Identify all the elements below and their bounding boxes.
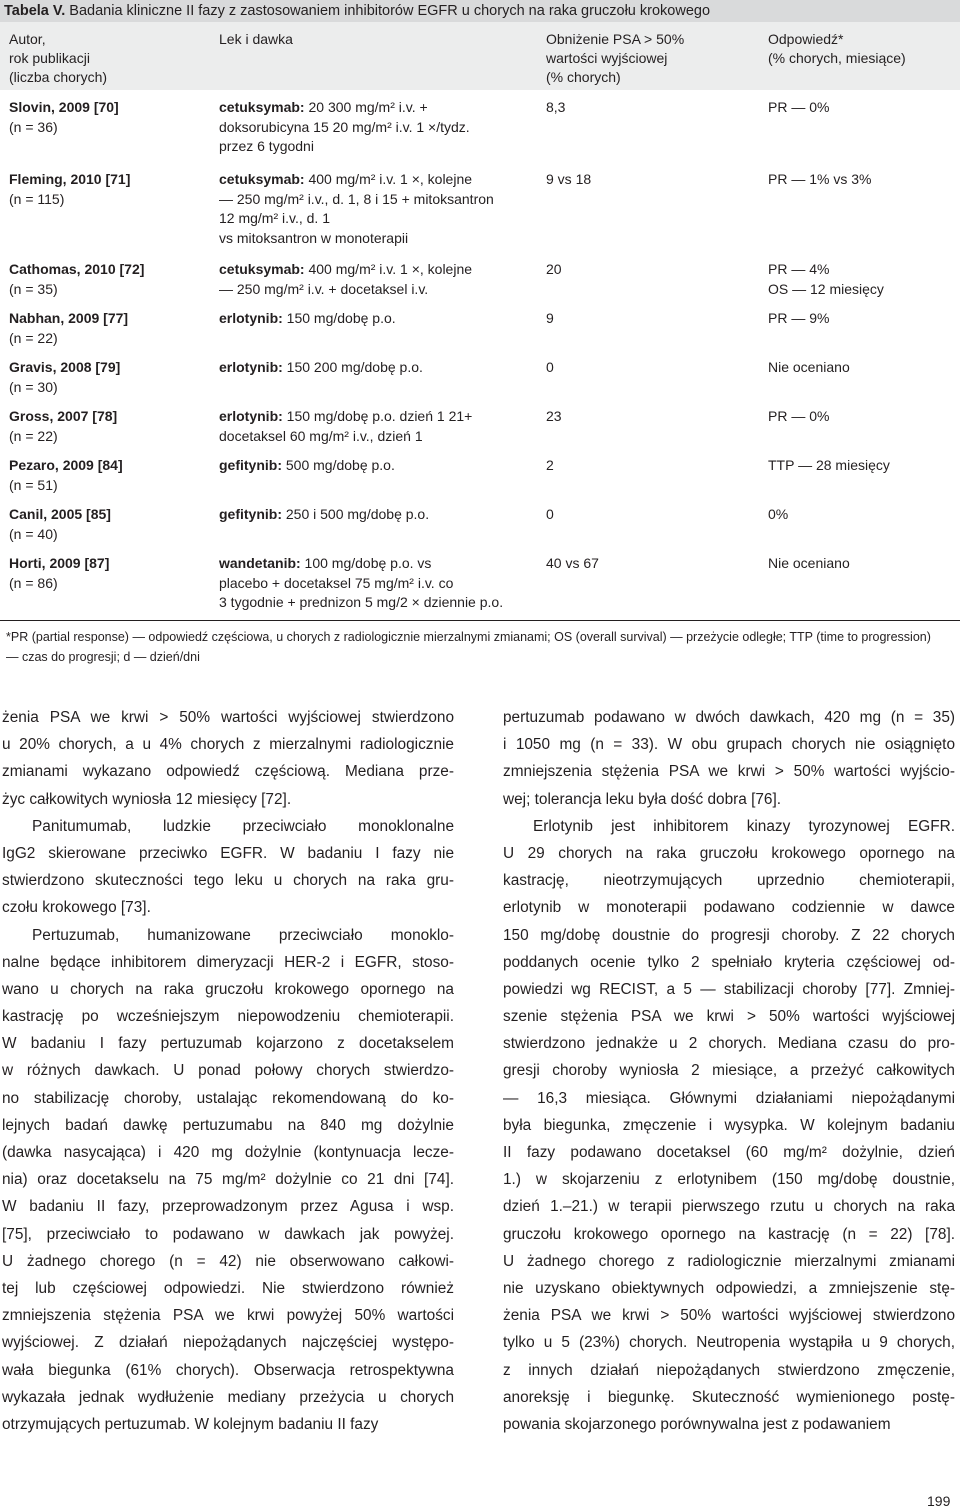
body-text-line: pertuzumab podawano w dwóch dawkach, 420 mg (n = 35) [503, 709, 955, 726]
cell-response-line: PR — 4% [768, 261, 830, 277]
body-text-line: żenia PSA we krwi > 50% wartości wyjściowej stwierdzono [503, 1307, 955, 1325]
cell-author-line: Cathomas, 2010 [72] [9, 261, 145, 277]
cell-response-line: PR — 9% [768, 310, 830, 326]
cell-drug-line: — 250 mg/m² i.v. + docetaksel i.v. [219, 280, 429, 297]
cell-psa-line: 0 [546, 359, 554, 375]
cell-drug-line: erlotynib: 150 200 mg/dobę p.o. [219, 359, 423, 375]
body-text-line: (dawka nasycająca) i 420 mg dożylnie (kontynuacja lecze- [2, 1144, 454, 1161]
cell-drug [219, 260, 472, 299]
body-column-left [2, 704, 454, 1438]
body-text-line: żenia PSA we krwi > 50% wartości wyjściowej stwierdzono [2, 709, 454, 726]
cell-psa [546, 407, 562, 427]
body-text-line: powiedzi wg RECIST, a 5 — stabilizacji choroby [77]. Zmniej- [503, 980, 955, 998]
cell-author-line: (n = 22) [9, 427, 58, 444]
cell-psa-line: 0 [546, 506, 554, 522]
cell-drug-line: 12 mg/m² i.v., d. 1 [219, 210, 330, 227]
body-text-line: powania skojarzonego porównywalna jest z podawaniem [503, 1415, 891, 1433]
cell-response [768, 407, 829, 427]
cell-author-line: (n = 51) [9, 476, 58, 493]
cell-response-line: Nie oceniano [768, 359, 850, 375]
footnote-line: *PR (partial response) — odpowiedź częściowa, u chorych z radiologicznie mierzalnymi zmianami; OS (overall survival) — przeżycie odległe; TTP (time to progression) [6, 630, 931, 644]
cell-psa [546, 456, 554, 476]
cell-psa-line: 2 [546, 457, 554, 473]
body-text-line: z innych działań niepożądanych stwierdzono zmęczenie, [503, 1361, 955, 1379]
cell-drug [219, 98, 470, 157]
table-label: Tabela V. [4, 3, 66, 19]
body-text-line: W badaniu I fazy pertuzumab kojarzono z docetakselem [2, 1035, 454, 1053]
cell-drug-line: cetuksymab: 400 mg/m² i.v. 1 ×, kolejne [219, 171, 473, 187]
cell-drug [219, 170, 494, 248]
header-psa-line: (% chorych) [546, 69, 621, 85]
cell-author-line: (n = 36) [9, 118, 58, 135]
cell-drug-line: 3 tygodnie + prednizon 5 mg/2 × dziennie p.o. [219, 594, 504, 611]
cell-author-line: (n = 35) [9, 280, 58, 297]
header-author-line: (liczba chorych) [9, 69, 108, 85]
header-response-line: Odpowiedź* [768, 31, 844, 47]
cell-drug [219, 505, 429, 525]
cell-response [768, 505, 788, 525]
cell-drug-line: doksorubicyna 15 20 mg/m² i.v. 1 ×/tydz. [219, 118, 470, 135]
cell-author [9, 505, 111, 544]
table-bottom-rule [0, 620, 960, 621]
cell-psa [546, 98, 565, 118]
body-text-line: u 20% chorych, a u 4% chorych z mierzalnymi radiologicznie [2, 736, 454, 754]
body-text-line: była biegunka, zmęczenie i wysypka. W kolejnym badaniu [503, 1116, 955, 1134]
cell-response [768, 170, 871, 190]
cell-author-line: (n = 115) [9, 190, 65, 207]
body-text-line: [75], przeciwciało to podawano w dawkach jak powyżej. [2, 1225, 454, 1243]
cell-response [768, 98, 829, 118]
footnote-line: — czas do progresji; d — dzień/dni [6, 649, 200, 664]
body-text-line: życ całkowitych wyniosła 12 miesięcy [72]. [2, 790, 292, 808]
page-number: 199 [927, 1493, 951, 1509]
body-text-line: anoreksję i biegunkę. Skuteczność wymienionego postę- [503, 1388, 955, 1406]
cell-response [768, 554, 850, 574]
body-text-line: otrzymujących pertuzumab. W kolejnym badaniu II fazy [2, 1415, 379, 1433]
cell-response-line: PR — 0% [768, 99, 830, 115]
cell-author [9, 170, 130, 209]
cell-psa-line: 9 [546, 310, 554, 326]
cell-author [9, 98, 119, 137]
body-text-line: gruczołu krokowego opornego na kastrację (n = 22) [78]. [503, 1225, 955, 1243]
body-text-line: 150 mg/dobę doustnie do progresji choroby. Z 22 chorych [503, 926, 955, 944]
body-text-line: dzień 1.–21.) w terapii pierwszego rzutu u chorych na raka [503, 1198, 955, 1216]
table-body [0, 90, 960, 625]
body-text-line: wała biegunka (61% chorych). Obserwacja retrospektywna [2, 1361, 454, 1379]
body-text-line: i 1050 mg (n = 33). W obu grupach chorych nie osiągnięto [503, 736, 955, 754]
cell-drug-line: cetuksymab: 20 300 mg/m² i.v. + [219, 99, 428, 115]
body-text-line: nia) oraz docetakselu na 75 mg/m² dożylnie co 21 dni [74]. [2, 1171, 454, 1189]
body-column-right [503, 704, 955, 1438]
body-text-line: zmniejszenia stężenia PSA we krwi > 50% wartości wyjścio- [503, 763, 955, 781]
cell-author [9, 260, 144, 299]
body-text-line: Panitumumab, ludzkie przeciwciało monoklonalne [32, 817, 454, 835]
cell-psa [546, 170, 591, 190]
cell-response [768, 309, 829, 329]
cell-response [768, 260, 884, 299]
cell-psa-line: 23 [546, 408, 562, 424]
cell-drug-line: — 250 mg/m² i.v., d. 1, 8 i 15 + mitoksantron [219, 190, 494, 207]
cell-author-line: (n = 30) [9, 378, 58, 395]
cell-response-line: PR — 0% [768, 408, 830, 424]
body-text-line: nalne będące inhibitorem dimeryzacji HER-2 i EGFR, stoso- [2, 953, 454, 971]
cell-author [9, 309, 128, 348]
body-text-line: w różnych dawkach. U ponad połowy chorych stwierdzo- [2, 1062, 454, 1080]
cell-psa-line: 40 vs 67 [546, 555, 599, 571]
header-psa-line: wartości wyjściowej [546, 50, 668, 66]
cell-drug-line: wandetanib: 100 mg/dobę p.o. vs [219, 555, 432, 571]
header-response [768, 30, 906, 68]
cell-author-line: Gross, 2007 [78] [9, 408, 118, 424]
body-text-line: kastrację, nieotrzymujących uprzednio chemioterapii, [503, 872, 955, 890]
cell-author [9, 407, 117, 446]
body-text-line: zmniejszenia stężenia PSA we krwi powyżej 50% wartości [2, 1307, 454, 1325]
body-text-line: erlotynib w monoterapii podawano codziennie w dawce [503, 899, 955, 917]
cell-author-line: Slovin, 2009 [70] [9, 99, 119, 115]
cell-response-line: TTP — 28 miesięcy [768, 457, 890, 473]
body-text-line: poddanych ocenie tylko 2 spełniało kryteria częściowej od- [503, 953, 955, 971]
cell-response [768, 456, 890, 476]
body-text-line: 1.) w skojarzeniu z erlotynibem (150 mg/dobę doustnie, [503, 1171, 955, 1189]
body-text-line: czołu krokowego [73]. [2, 899, 151, 917]
cell-drug [219, 358, 423, 378]
cell-response-line: Nie oceniano [768, 555, 850, 571]
body-text-line: IgG2 skierowane przeciwko EGFR. W badaniu I fazy nie [2, 844, 454, 862]
cell-psa [546, 505, 554, 525]
table-caption [0, 0, 960, 22]
cell-response-line: 0% [768, 506, 789, 522]
cell-author [9, 456, 123, 495]
cell-drug-line: gefitynib: 500 mg/dobę p.o. [219, 457, 395, 473]
body-text-line: kastrację po wcześniejszym niepowodzeniu chemioterapii. [2, 1008, 454, 1026]
cell-psa-line: 20 [546, 261, 562, 277]
header-response-line: (% chorych, miesiące) [768, 50, 906, 66]
table-header [0, 22, 960, 90]
cell-drug-line: gefitynib: 250 i 500 mg/dobę p.o. [219, 506, 430, 522]
body-text-line: U żadnego chorego z radiologicznie mierzalnymi zmianami [503, 1252, 955, 1270]
body-text-line: Erlotynib jest inhibitorem kinazy tyrozynowej EGFR. [533, 817, 955, 835]
cell-author-line: Gravis, 2008 [79] [9, 359, 121, 375]
cell-response [768, 358, 850, 378]
body-text-line: gresji choroby wyniosła 2 miesiące, a przeżyć całkowitych [503, 1062, 955, 1080]
cell-psa [546, 260, 562, 280]
cell-author-line: Canil, 2005 [85] [9, 506, 111, 522]
cell-psa [546, 554, 599, 574]
body-text-line: no stabilizację choroby, ustalając rekomendowaną do ko- [2, 1089, 454, 1107]
cell-author [9, 358, 120, 397]
cell-author-line: (n = 22) [9, 329, 58, 346]
cell-psa-line: 8,3 [546, 99, 566, 115]
body-text-line: II fazy podawano docetaksel (60 mg/m² dożylnie, dzień [503, 1144, 955, 1161]
cell-drug [219, 309, 396, 329]
body-text-line: wano u chorych na raka gruczołu krokowego opornego na [2, 980, 454, 998]
cell-author-line: Horti, 2009 [87] [9, 555, 110, 571]
body-text-line: stwierdzono skuteczności tego leku u chorych na raka gru- [2, 872, 454, 890]
header-author [9, 30, 107, 87]
cell-author-line: (n = 40) [9, 525, 58, 542]
body-text-line: wyjściowej. Z działań niepożądanych najczęściej występo- [2, 1334, 454, 1352]
header-author-line: Autor, [9, 31, 46, 47]
cell-author-line: (n = 86) [9, 574, 58, 591]
body-text-line: wej; tolerancja leku była dość dobra [76]. [503, 790, 782, 808]
cell-drug-line: vs mitoksantron w monoterapii [219, 229, 409, 246]
cell-psa [546, 309, 554, 329]
cell-author [9, 554, 109, 593]
cell-author-line: Nabhan, 2009 [77] [9, 310, 129, 326]
cell-psa [546, 358, 554, 378]
table-footnote [6, 628, 956, 667]
cell-psa-line: 9 vs 18 [546, 171, 592, 187]
header-drug [219, 30, 293, 49]
cell-drug-line: cetuksymab: 400 mg/m² i.v. 1 ×, kolejne [219, 261, 473, 277]
body-text-line: — 16,3 miesiąca. Głównymi działaniami niepożądanymi [503, 1089, 955, 1107]
body-text-line: Pertuzumab, humanizowane przeciwciało monoklo- [32, 926, 454, 944]
cell-drug-line: placebo + docetaksel 75 mg/m² i.v. co [219, 574, 454, 591]
header-author-line: rok publikacji [9, 50, 90, 66]
body-text-line: U żadnego chorego (n = 42) nie obserwowano całkowi- [2, 1252, 454, 1270]
body-text-line: nie uzyskano obiektywnych odpowiedzi, a zmniejszenie stę- [503, 1279, 955, 1297]
cell-drug [219, 456, 395, 476]
cell-drug-line: docetaksel 60 mg/m² i.v., dzień 1 [219, 427, 423, 444]
table-title: Badania kliniczne II fazy z zastosowaniem inhibitorów EGFR u chorych na raka gruczołu krokowego [65, 3, 711, 19]
cell-drug-line: erlotynib: 150 mg/dobę p.o. dzień 1 21+ [219, 408, 473, 424]
header-psa [546, 30, 684, 87]
cell-drug-line: erlotynib: 150 mg/dobę p.o. [219, 310, 396, 326]
header-psa-line: Obniżenie PSA > 50% [546, 31, 685, 47]
cell-drug-line: przez 6 tygodni [219, 138, 314, 155]
body-text-line: W badaniu II fazy, przeprowadzonym przez Agusa i wsp. [2, 1198, 454, 1216]
body-text-line: lejnych badań dawkę pertuzumabu na 840 mg dożylnie [2, 1116, 454, 1134]
body-text-line: tylko u 5 (23%) chorych. Neutropenia wystąpiła u 9 chorych, [503, 1334, 955, 1352]
body-text-line: U 29 chorych na raka gruczołu krokowego opornego na [503, 844, 955, 862]
body-text-line: zmianami wykazano odpowiedź częściową. Mediana prze- [2, 763, 454, 781]
cell-response-line: OS — 12 miesięcy [768, 280, 884, 297]
cell-drug [219, 554, 503, 613]
cell-drug [219, 407, 472, 446]
cell-author-line: Fleming, 2010 [71] [9, 171, 131, 187]
body-text-line: wykazała jednak wydłużenie mediany przeżycia u chorych [2, 1388, 454, 1406]
body-text-line: szenie stężenia PSA we krwi > 50% wartości wyjściowej [503, 1008, 955, 1026]
cell-author-line: Pezaro, 2009 [84] [9, 457, 123, 473]
body-text-line: tej lub częściowej odpowiedzi. Nie stwierdzono również [2, 1279, 454, 1297]
body-text-line: stwierdzono jednakże u 2 chorych. Mediana czasu do pro- [503, 1035, 955, 1053]
header-drug-line: Lek i dawka [219, 31, 293, 47]
cell-response-line: PR — 1% vs 3% [768, 171, 872, 187]
